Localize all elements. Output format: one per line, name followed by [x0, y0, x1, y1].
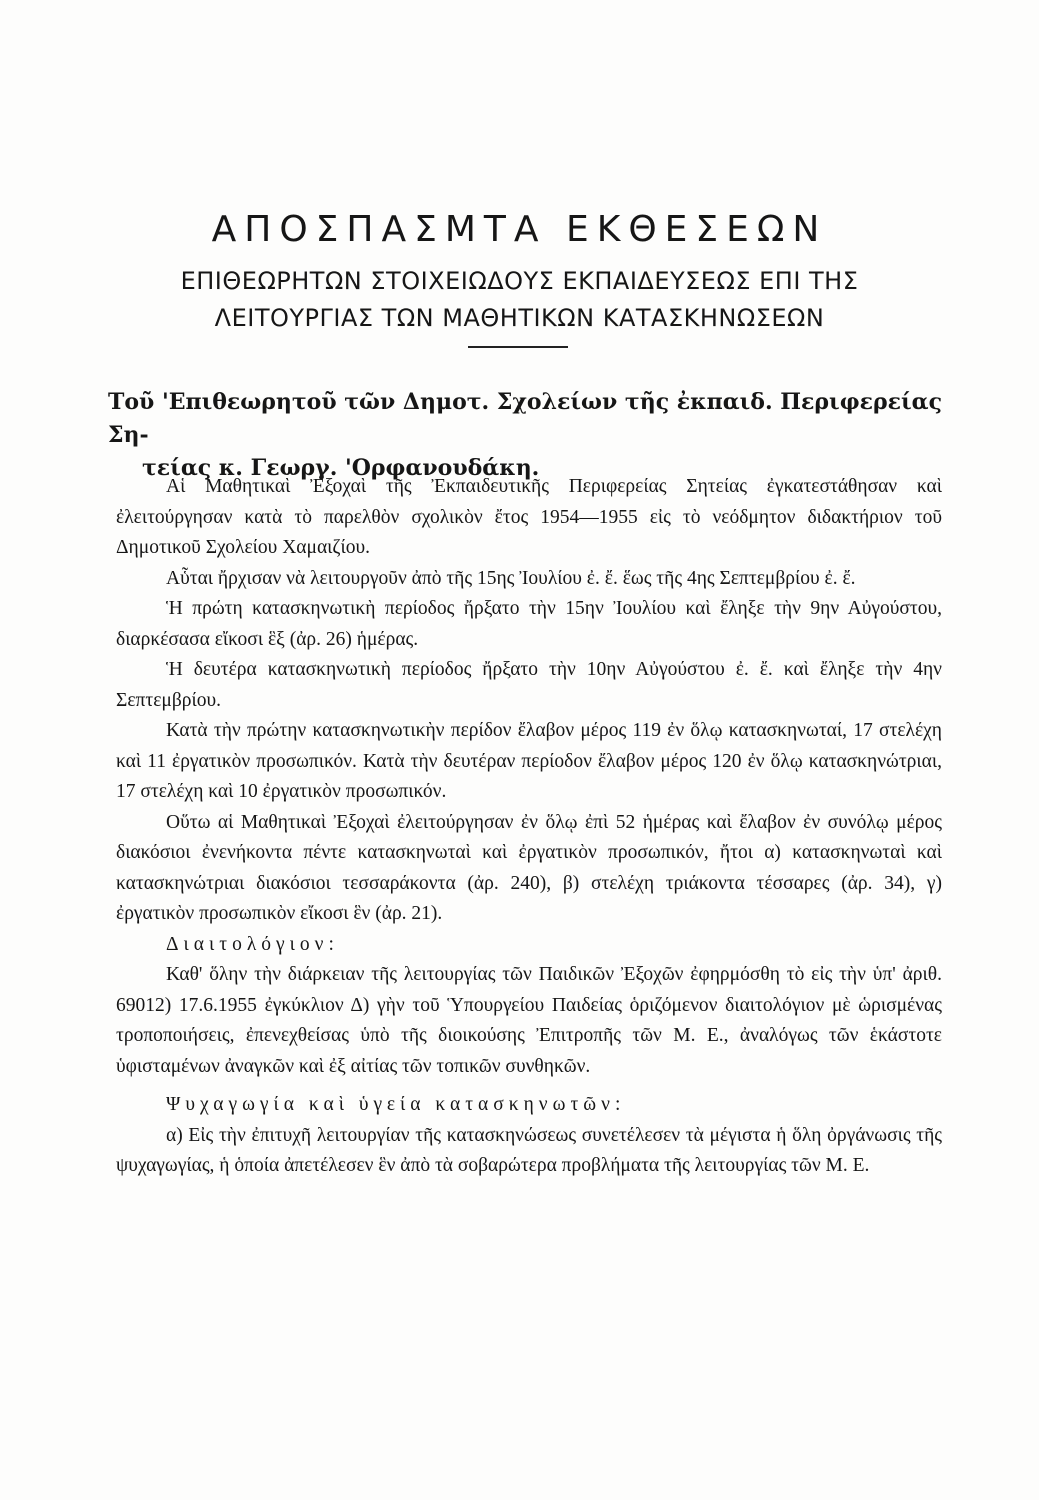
document-title: ΑΠΟΣΠΑΣΜΤΑ ΕΚΘΕΣΕΩΝ: [211, 209, 828, 250]
paragraph-second-period: Ἡ δευτέρα κατασκηνωτικὴ περίοδος ἤρξατο τὴν 10ην Αὐγούστου ἐ. ἔ. καὶ ἔληξε τὴν 4ην Σεπτεμβρίου.: [116, 659, 942, 711]
diet-heading: Διαιτολόγιον:: [166, 933, 339, 955]
recreation-paragraph: α) Εἰς τὴν ἐπιτυχῆ λειτουργίαν τῆς κατασκηνώσεως συνετέλεσεν τὰ μέγιστα ἡ ὅλη ὀργάνωσις τῆς ψυχαγωγίας, ἡ ὁποία ἀπετέλεσεν ἓν ἀπὸ τὰ σοβαρώτερα προβλήματα τῆς λειτουργίας τῶν Μ. Ε.: [116, 1124, 942, 1176]
title-divider: [468, 346, 568, 348]
inspector-heading-line1: Τοῦ 'Επιθεωρητοῦ τῶν Δημοτ. Σχολείων τῆς ἐκπαιδ. Περιφερείας Ση-: [108, 389, 942, 448]
document-subtitle-line2: ΛΕΙΤΟΥΡΓΙΑΣ ΤΩΝ ΜΑΘΗΤΙΚΩΝ ΚΑΤΑΣΚΗΝΩΣΕΩΝ: [214, 304, 825, 332]
paragraph-totals: Οὕτω αἱ Μαθητικαὶ Ἐξοχαὶ ἐλειτούργησαν ἐν ὅλῳ ἐπὶ 52 ἡμέρας καὶ ἔλαβον ἐν συνόλῳ μέρος διακόσιοι ἐνενήκοντα πέντε κατασκηνωταὶ καὶ ἐργατικὸν προσωπικόν, ἤτοι α) κατασκηνωταὶ καὶ κατασκηνώτριαι διακόσιοι τεσσαράκοντα (ἀρ. 240), β) στελέχη τριάκοντα τέσσαρες (ἀρ. 34), γ) ἐργατικὸν προσωπικὸν εἴκοσι ἓν (ἀρ. 21).: [116, 811, 942, 924]
diet-paragraph: Καθ' ὅλην τὴν διάρκειαν τῆς λειτουργίας τῶν Παιδικῶν Ἐξοχῶν ἐφηρμόσθη τὸ εἰς τὴν ὑπ' ἀριθ. 69012) 17.6.1955 ἐγκύκλιον Δ) γὴν τοῦ Ὑπουργείου Παιδείας ὁριζόμενον διαιτολόγιον μὲ ὡρισμένας τροποποιήσεις, ἐπενεχθείσας ὑπὸ τῆς διοικούσης Ἐπιτροπῆς τῶν Μ. Ε., ἀναλόγως τῶν ἑκάστοτε ὑφισταμένων ἀναγκῶν καὶ ἐξ αἰτίας τῶν τοπικῶν συνθηκῶν.: [116, 964, 942, 1077]
inspector-heading: [108, 386, 948, 485]
recreation-heading: Ψυχαγωγία καὶ ὑγεία κατασκηνωτῶν:: [166, 1094, 626, 1115]
paragraph-establishment: Αἱ Μαθητικαὶ Ἐξοχαὶ τῆς Ἐκπαιδευτικῆς Περιφερείας Σητείας ἐγκατεστάθησαν καὶ ἐλειτούργησαν κατὰ τὸ παρελθὸν σχολικὸν ἔτος 1954—1955 εἰς τὸ νεόδμητον διδακτήριον τοῦ Δημοτικοῦ Σχολείου Χαμαιζίου.: [116, 476, 942, 558]
paragraph-participants: Κατὰ τὴν πρώτην κατασκηνωτικὴν περίδον ἔλαβον μέρος 119 ἐν ὅλῳ κατασκηνωταί, 17 στελέχη καὶ 11 ἐργατικὸν προσωπικόν. Κατὰ τὴν δευτέραν περίοδον ἔλαβον μέρος 120 ἐν ὅλῳ κατασκηνώτριαι, 17 στελέχη καὶ 10 ἐργατικὸν προσωπικόν.: [116, 720, 942, 802]
paragraph-operating-period: Αὗται ἤρχισαν νὰ λειτουργοῦν ἀπὸ τῆς 15ης Ἰουλίου ἐ. ἔ. ἕως τῆς 4ης Σεπτεμβρίου ἐ. ἔ.: [166, 567, 856, 589]
inspector-heading-line2: τείας κ. Γεωργ. 'Ορφανουδάκη.: [142, 455, 540, 481]
document-subtitle-line1: ΕΠΙΘΕΩΡΗΤΩΝ ΣΤΟΙΧΕΙΩΔΟΥΣ ΕΚΠΑΙΔΕΥΣΕΩΣ ΕΠΙ ΤΗΣ: [180, 267, 859, 295]
paragraph-first-period: Ἡ πρώτη κατασκηνωτικὴ περίοδος ἤρξατο τὴν 15ην Ἰουλίου καὶ ἔληξε τὴν 9ην Αὐγούστου, διαρκέσασα εἴκοσι ἓξ (ἀρ. 26) ἡμέρας.: [116, 598, 942, 650]
report-body: [116, 472, 942, 1182]
